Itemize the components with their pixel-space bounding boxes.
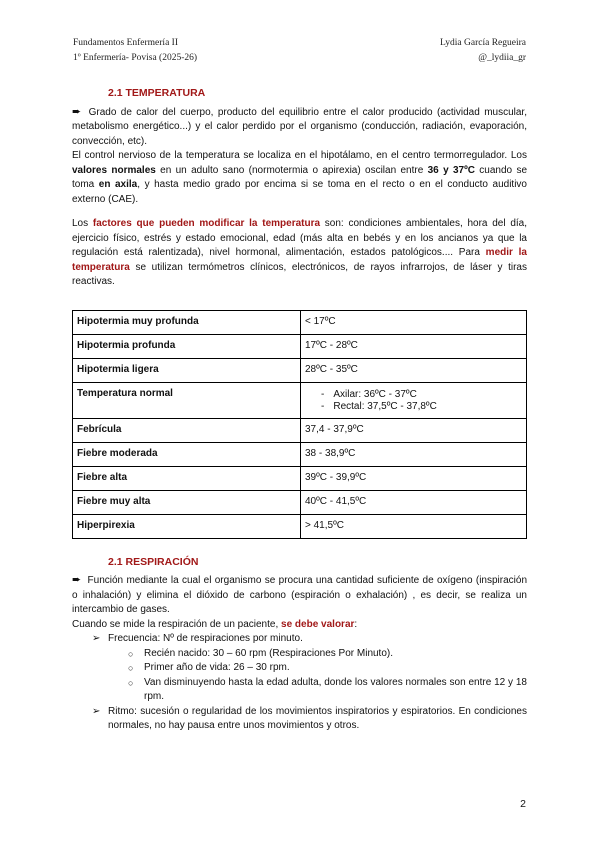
list-item: - Axilar: 36ºC - 37ºC xyxy=(335,389,522,402)
list-item: ➢ Frecuencia: Nº de respiraciones por minuto. ○ Recién nacido: 30 – 60 rpm (Respiraciones Por Minuto). ○ Primer año de vida: 26 – 30 rpm. ○ Van disminuyendo hasta la edad adulta, donde los valores normales son entre 12 y 18 rpm. xyxy=(92,632,527,705)
respiration-list xyxy=(72,632,527,734)
document-body xyxy=(72,86,527,734)
page-header-left xyxy=(73,36,197,66)
arrow-icon: ➨ xyxy=(72,105,82,118)
table-row: Hipotermia ligera 28ºC - 35ºC xyxy=(73,358,527,382)
table-row: Fiebre moderada 38 - 38,9ºC xyxy=(73,442,527,466)
respiration-heading: 2.1 RESPIRACIÓN xyxy=(108,555,199,568)
author-name: Lydia García Regueira xyxy=(440,38,526,48)
list-item: - Rectal: 37,5ºC - 37,8ºC xyxy=(335,401,522,414)
course-name: Fundamentos Enfermería II xyxy=(73,38,178,48)
list-item: ○ Van disminuyendo hasta la edad adulta, donde los valores normales son entre 12 y 18 rpm. xyxy=(128,676,527,705)
list-item: ➢ Ritmo: sucesión o regularidad de los movimientos inspiratorios y espiratorios. En condiciones normales, no hay pausa entre unos movimientos y otros. xyxy=(92,705,527,734)
table-row: Hipotermia muy profunda < 17ºC xyxy=(73,310,527,334)
table-row: Fiebre muy alta 40ºC - 41,5ºC xyxy=(73,490,527,514)
respiration-definition: ➨ Función mediante la cual el organismo se procura una cantidad suficiente de oxígeno (inspiración o inhalación) y elimina el dióxido de carbono (espiración o exhalación) , es decir, se realiza un intercambio de gases. xyxy=(72,574,528,615)
table-row: Temperatura normal - Axilar: 36ºC - 37ºC - Rectal: 37,5ºC - 37,8ºC xyxy=(73,382,527,418)
table-row: Hiperpirexia > 41,5ºC xyxy=(73,514,527,538)
list-item: ○ Recién nacido: 30 – 60 rpm (Respiraciones Por Minuto). xyxy=(128,647,527,662)
temperature-heading: 2.1 TEMPERATURA xyxy=(108,87,206,99)
temperature-normal-values: El control nervioso de la temperatura se localiza en el hipotálamo, en el centro termorregulador. Los valores normales en un adulto sano (normotermia o apirexia) oscilan entre 36 y 37ºC cuando se toma en axila, y hasta medio grado por encima si se toma en el recto o en el conducto auditivo externo (CAE). xyxy=(72,150,528,205)
temperature-table xyxy=(72,310,527,539)
list-item: ○ Primer año de vida: 26 – 30 rpm. xyxy=(128,661,527,676)
temperature-definition: ➨ Grado de calor del cuerpo, producto del equilibrio entre el calor producido (actividad muscular, metabolismo energético...) y el calor perdido por el organismo (conducción, radiación, evaporación, convección, etc). xyxy=(72,105,527,147)
page-header-right xyxy=(440,36,526,66)
table-row: Fiebre alta 39ºC - 39,9ºC xyxy=(73,466,527,490)
respiration-assess: Cuando se mide la respiración de un paciente, se debe valorar: xyxy=(72,618,358,630)
frequency-list xyxy=(108,647,527,705)
page-number: 2 xyxy=(520,798,526,810)
table-row: Hipotermia profunda 17ºC - 28ºC xyxy=(73,334,527,358)
author-handle: @_lydiia_gr xyxy=(478,53,526,63)
table-row: Febrícula 37,4 - 37,9ºC xyxy=(73,418,527,442)
arrow-icon: ➨ xyxy=(72,574,82,586)
course-year: 1º Enfermería- Povisa (2025-26) xyxy=(73,53,198,63)
temperature-factors: Los factores que pueden modificar la temperatura son: condiciones ambientales, hora del día, ejercicio físico, estrés y estado emocional, edad (más alta en bebés y en los ancianos ya que la regulación está ralentizada), nivel hormonal, alimentación, estados patológicos.... Para medir la temperatura se utilizan termómetros clínicos, electrónicos, de rayos infrarrojos, de láser y tiras reactivas. xyxy=(72,218,528,287)
